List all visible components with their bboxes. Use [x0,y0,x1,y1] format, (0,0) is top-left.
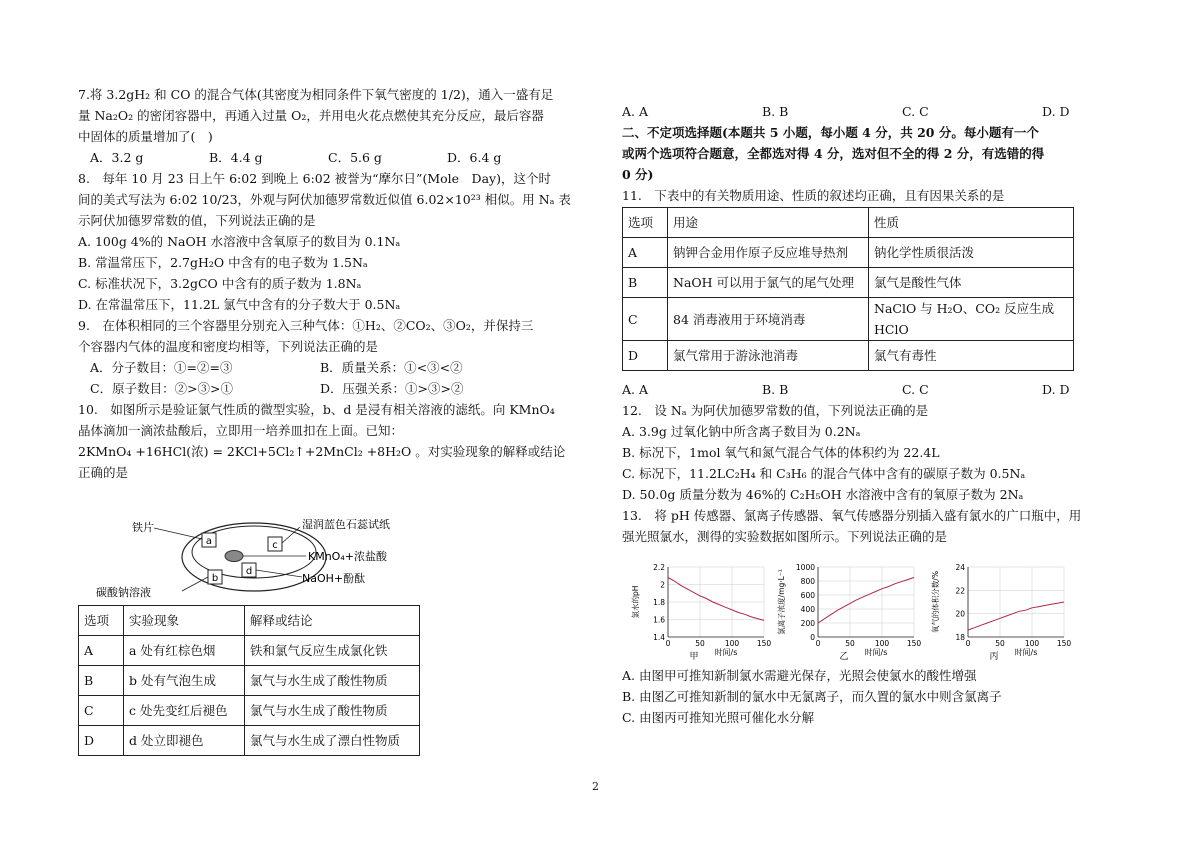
y-axis-label: 氧气的体积分数/% [931,570,940,634]
q10-answer-b: B. B [762,104,789,119]
table-row [79,696,420,726]
q8-option-a: A. 100g 4%的 NaOH 水溶液中含氧原子的数目为 0.1Nₐ [78,234,401,249]
table-cell: b 处有气泡生成 [124,666,245,696]
q10-table [78,605,420,756]
table-header: 选项 [79,606,124,636]
q9-line-2: 个容器内气体的温度和密度均相等，下列说法正确的是 [78,339,379,354]
section-2-line-1: 二、不定项选择题(本题共 5 小题，每小题 4 分，共 20 分。每小题有一个 [622,125,1039,140]
x-axis-label: 时间/s [864,648,888,657]
table-cell: NaClO 与 H₂O、CO₂ 反应生成 HClO [869,298,1074,341]
q13-option-a: A. 由图甲可推知新制氯水需避光保存，光照会使氯水的酸性增强 [622,668,977,683]
label-b: b [211,573,219,584]
y-tick-label: 200 [800,619,815,628]
q9-option-a: A．分子数目：①=②=③ [90,360,233,375]
q11-answer-b: B. B [762,382,789,397]
q11-answer-d: D. D [1042,382,1070,397]
q7-line-2: 量 Na₂O₂ 的密闭容器中，再通入过量 O₂，并用电火花点燃使其充分反应，最后容器 [78,108,544,123]
table-cell: C [79,696,124,726]
label-c: c [272,540,278,551]
table-cell: 钠化学性质很活泼 [869,238,1074,268]
table-cell: d 处立即褪色 [124,726,245,756]
q13-line-1: 13. 将 pH 传感器、氯离子传感器、氧气传感器分别插入盛有氯水的广口瓶中，用 [622,508,1082,523]
x-axis-label: 时间/s [1014,648,1038,657]
label-litmus: 湿润蓝色石蕊试纸 [302,519,390,531]
page-number: 2 [592,780,599,793]
question-9 [78,315,578,399]
section-2-line-2: 或两个选项符合题意，全都选对得 4 分，选对但不全的得 2 分，有选错的得 [622,146,1045,161]
table-cell: A [79,636,124,666]
y-axis-label: 氯水的pH [631,585,640,619]
table-cell: NaOH 可以用于氯气的尾气处理 [668,268,869,298]
table-cell: a 处有红棕色烟 [124,636,245,666]
x-tick-label: 0 [965,639,971,648]
q10-answer-c: C. C [902,104,929,119]
q10-line-2: 晶体滴加一滴浓盐酸后，立即用一培养皿扣在上面。已知： [78,423,404,438]
q10-line-4: 正确的是 [78,465,129,480]
table-cell: 氯气是酸性气体 [869,268,1074,298]
right-column [622,101,1122,728]
y-tick-label: 600 [800,591,815,600]
kmno4-crystal [225,551,243,562]
table-cell: c 处先变红后褪色 [124,696,245,726]
x-tick-label: 50 [845,639,855,648]
series-line [818,578,914,624]
left-column [78,84,578,756]
q10-answer-a: A. A [622,104,649,119]
section-2-heading [622,122,1122,185]
q13-line-2: 强光照氯水，测得的实验数据如图所示。下列说法正确的是 [622,529,948,544]
q12-stem: 12. 设 Nₐ 为阿伏加德罗常数的值，下列说法正确的是 [622,403,929,418]
chart-title: 乙 [839,652,849,661]
q12-option-c: C. 标况下，11.2LC₂H₄ 和 C₃H₆ 的混合气体中含有的碳原子数为 0.5Nₐ [622,466,1026,481]
petri-dish-figure [84,519,424,599]
y-tick-label: 24 [955,563,965,572]
y-tick-label: 800 [800,577,815,586]
q9-line-1: 9. 在体积相同的三个容器里分别充入三种气体：①H₂、②CO₂、③O₂，并保持三 [78,318,534,333]
q7-option-b: B．4.4 g [209,150,263,165]
table-row [79,726,420,756]
q8-line-1: 8. 每年 10 月 23 日上午 6:02 到晚上 6:02 被誉为“摩尔日”(Mole Day)，这个时 [78,171,551,186]
table-cell: B [623,268,668,298]
x-axis-label: 时间/s [714,648,738,657]
q12-option-b: B. 标况下，1mol 氧气和氮气混合气体的体积约为 22.4L [622,445,940,460]
table-cell: 氯气与水生成了漂白性物质 [245,726,420,756]
label-a: a [205,536,213,547]
q12-option-d: D. 50.0g 质量分数为 46%的 C₂H₅OH 水溶液中含有的氧原子数为 2Nₐ [622,487,1024,502]
series-line [668,578,764,621]
table-cell: D [79,726,124,756]
x-tick-label: 50 [995,639,1005,648]
q11-table [622,207,1074,371]
x-tick-label: 150 [1056,639,1072,648]
q12-option-a: A. 3.9g 过氧化钠中所含离子数目为 0.2Nₐ [622,424,861,439]
series-line [968,602,1064,630]
label-naoh: NaOH+酚酞 [302,572,366,585]
y-tick-label: 1000 [795,563,815,572]
y-tick-label: 22 [955,586,965,596]
q7-options [78,147,578,168]
q7-option-a: A．3.2 g [90,150,144,165]
table-row [623,268,1074,298]
q7-option-d: D．6.4 g [447,150,502,165]
label-d: d [245,566,253,577]
question-11 [622,185,1122,400]
question-10 [78,399,578,756]
table-cell: A [623,238,668,268]
question-8 [78,168,578,315]
q13-option-c: C. 由图丙可推知光照可催化水分解 [622,710,815,725]
q7-option-c: C．5.6 g [328,150,382,165]
q10-answer-options [622,101,1122,122]
label-kmno4: KMnO₄+浓盐酸 [308,550,387,563]
x-tick-label: 50 [695,639,705,648]
table-cell: 氯气有毒性 [869,341,1074,371]
table-row [79,666,420,696]
table-cell: 氯气与水生成了酸性物质 [245,696,420,726]
x-tick-label: 0 [815,639,821,648]
table-cell: C [623,298,668,341]
table-header: 用途 [668,208,869,238]
table-cell: B [79,666,124,696]
table-cell: 氯气与水生成了酸性物质 [245,666,420,696]
y-tick-label: 1.8 [653,598,665,607]
y-tick-label: 0 [810,633,815,642]
q10-answer-d: D. D [1042,104,1070,119]
x-tick-label: 0 [665,639,671,648]
q7-line-1: 7.将 3.2gH₂ 和 CO 的混合气体(其密度为相同条件下氧气密度的 1/2)，通入一盛有足 [78,87,554,102]
table-cell: 84 消毒液用于环境消毒 [668,298,869,341]
label-na2co3: 碳酸钠溶液 [96,586,151,599]
chart-title: 甲 [689,652,699,661]
x-tick-label: 100 [1024,639,1040,648]
q11-answer-c: C. C [902,382,929,397]
q9-option-d: D．压强关系：①>③>② [320,381,464,396]
y-tick-label: 2.2 [653,563,665,572]
q7-line-3: 中固体的质量增加了( ) [78,129,213,144]
x-tick-label: 150 [756,639,772,648]
q11-answer-a: A. A [622,382,649,397]
table-header: 解释或结论 [245,606,420,636]
y-tick-label: 1.4 [653,633,665,642]
table-cell: 铁和氯气反应生成氯化铁 [245,636,420,666]
y-tick-label: 20 [955,609,965,619]
question-13 [622,505,1122,728]
q8-option-b: B. 常温常压下，2.7gH₂O 中含有的电子数为 1.5Nₐ [78,255,368,270]
label-iron: 铁片 [132,521,154,534]
q11-stem: 11. 下表中的有关物质用途、性质的叙述均正确，且有因果关系的是 [622,188,1005,203]
table-header: 实验现象 [124,606,245,636]
x-tick-label: 150 [906,639,922,648]
table-cell: 氯气常用于游泳池消毒 [668,341,869,371]
q13-graphs [622,561,1122,661]
q11-answer-options [622,379,1122,400]
table-header: 选项 [623,208,668,238]
q13-option-b: B. 由图乙可推知新制的氯水中无氯离子，而久置的氯水中则含氯离子 [622,689,1002,704]
y-tick-label: 2 [660,580,665,590]
chart-bing [922,561,1072,661]
leader-na2co3 [182,577,208,591]
table-row [623,341,1074,371]
table-header-row [79,606,420,636]
table-row [79,636,420,666]
q10-line-1: 10. 如图所示是验证氯气性质的微型实验，b、d 是浸有相关溶液的滤纸。向 KMnO₄ [78,402,555,417]
q9-options-row-1 [78,357,578,378]
question-12 [622,400,1122,505]
y-tick-label: 1.6 [653,615,665,625]
table-row [623,238,1074,268]
table-header: 性质 [869,208,1074,238]
y-axis-label: 氯离子浓度/mg·L⁻¹ [777,569,786,635]
q8-line-3: 示阿伏加德罗常数的值，下列说法正确的是 [78,213,316,228]
table-row [623,298,1074,341]
question-7 [78,84,578,168]
chart-yi [772,561,922,661]
q9-option-b: B．质量关系：①<③<② [320,360,463,375]
q9-option-c: C．原子数目：②>③>① [90,381,234,396]
x-tick-label: 100 [874,639,890,648]
leader-iron [154,528,202,539]
chart-title: 丙 [989,652,999,661]
table-cell: 钠钾合金用作原子反应堆导热剂 [668,238,869,268]
q10-equation: 2KMnO₄ +16HCl(浓) = 2KCl+5Cl₂↑+2MnCl₂ +8H₂O 。对实验现象的解释或结论 [78,444,566,459]
q9-options-row-2 [78,378,578,399]
y-tick-label: 400 [800,605,815,614]
chart-jia [622,561,772,661]
q8-option-d: D. 在常温常压下，11.2L 氯气中含有的分子数大于 0.5Nₐ [78,297,401,312]
table-header-row [623,208,1074,238]
section-2-line-3: 0 分) [622,167,654,182]
q8-line-2: 间的美式写法为 6:02 10/23，外观与阿伏加德罗常数近似值 6.02×10²³ 相似。用 Nₐ 表 [78,192,571,207]
q8-option-c: C. 标准状况下，3.2gCO 中含有的质子数为 1.8Nₐ [78,276,362,291]
table-cell: D [623,341,668,371]
x-tick-label: 100 [724,639,740,648]
y-tick-label: 18 [955,633,965,642]
